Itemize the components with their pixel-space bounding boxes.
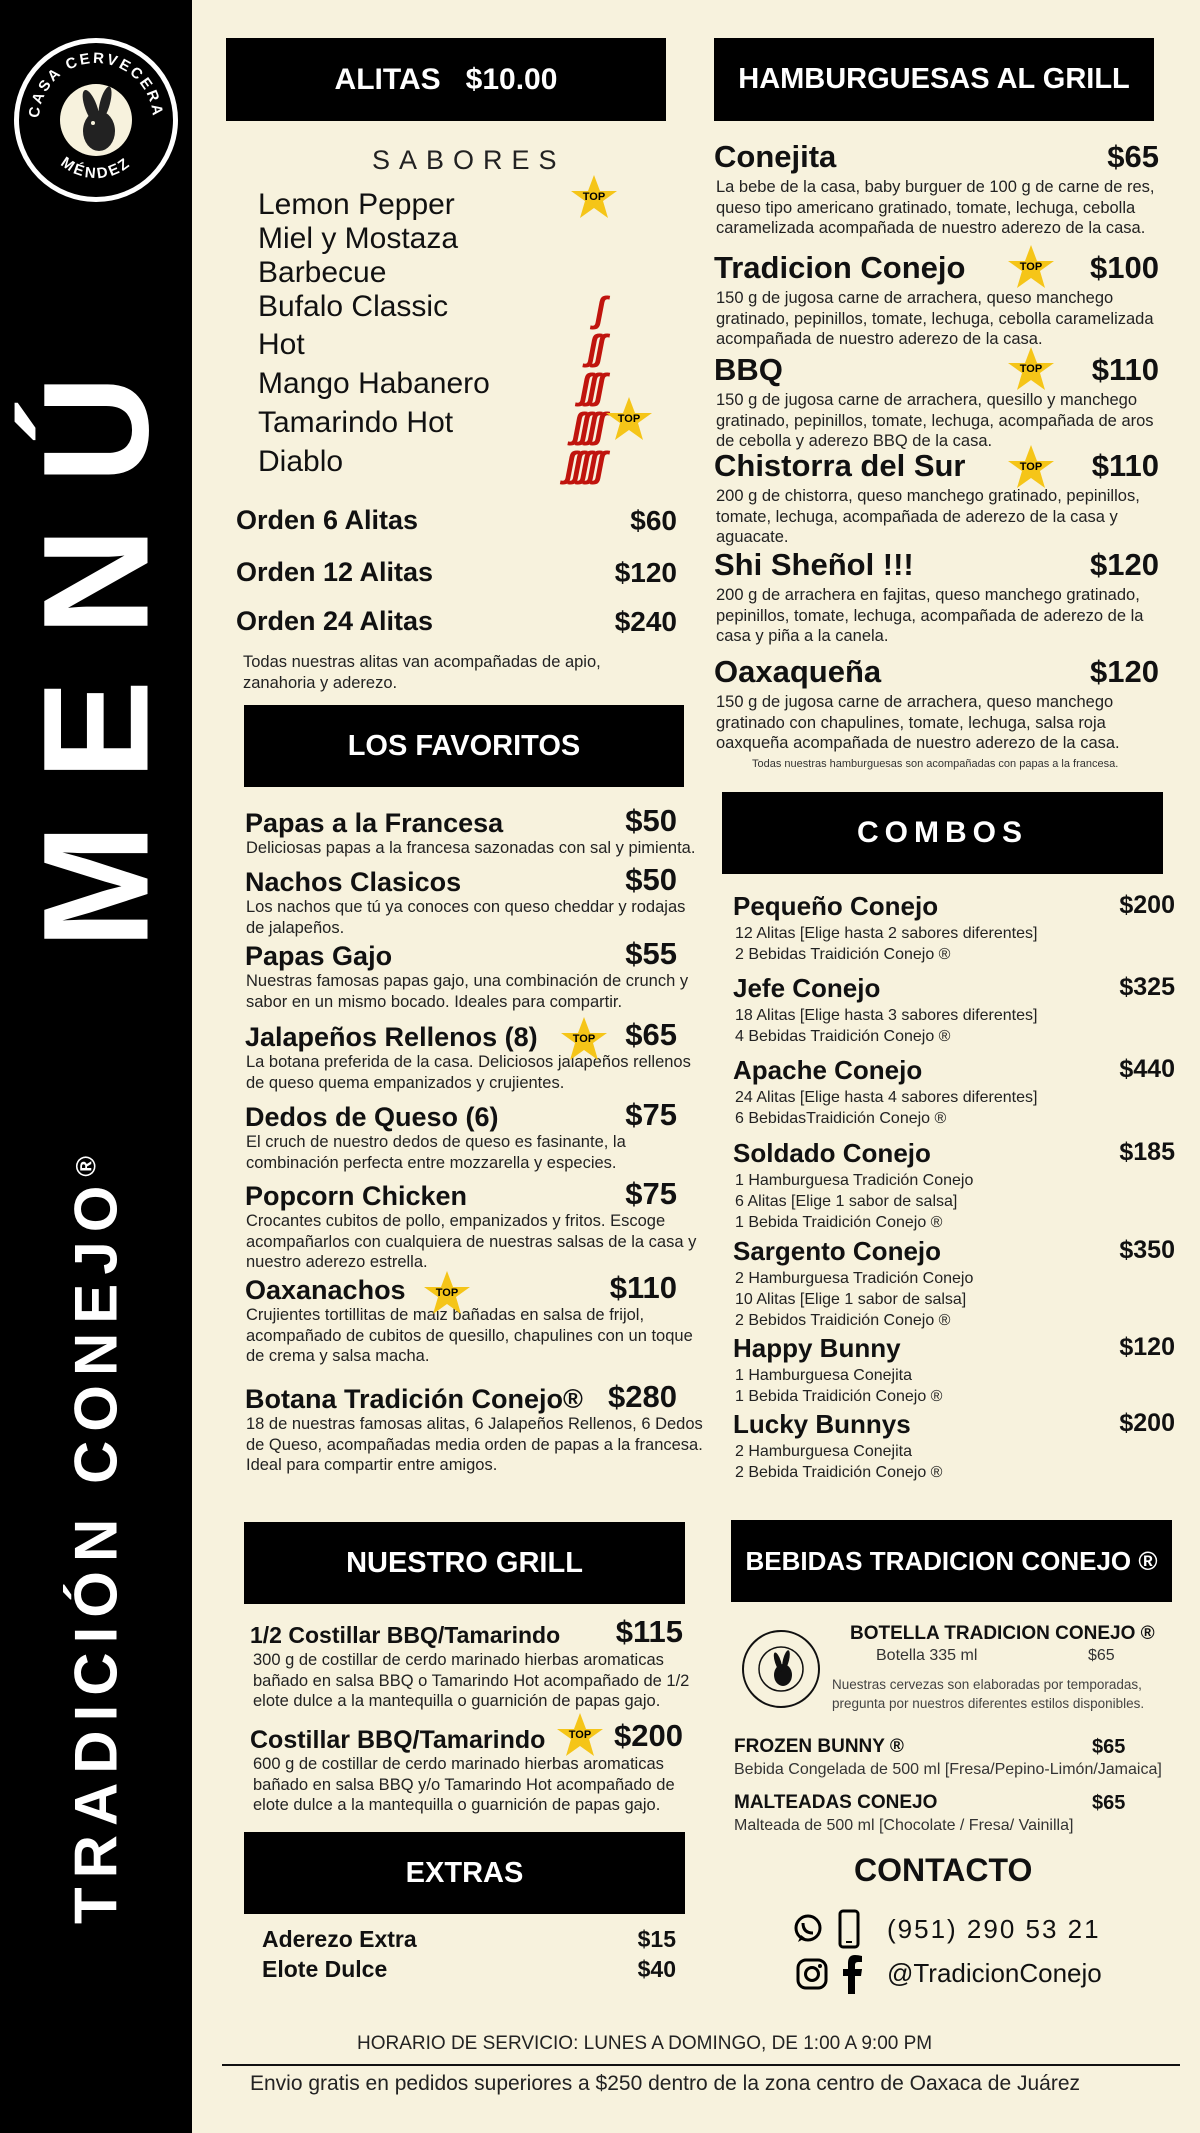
combo-name: Jefe Conejo <box>733 973 881 1003</box>
bebida-desc: Bebida Congelada de 500 ml [Fresa/Pepino-Limón/Jamaica] <box>734 1761 1162 1778</box>
combo-name: Lucky Bunnys <box>733 1409 911 1439</box>
top-star-badge <box>605 396 653 442</box>
combo-line: 2 Hamburguesa Conejita <box>735 1443 912 1460</box>
combo-price: $120 <box>1119 1333 1175 1361</box>
hamburguesas-header: HAMBURGUESAS AL GRILL <box>714 38 1154 121</box>
favorito-desc: La botana preferida de la casa. Deliciosos jalapeños rellenos de queso quema empanizados y crujientes. <box>246 1053 691 1092</box>
alitas-order-price: $60 <box>630 505 677 536</box>
burger-price: $110 <box>1091 448 1159 483</box>
favorito-price: $50 <box>625 862 677 897</box>
burger-name: Chistorra del Sur <box>714 448 966 483</box>
favorito-price: $50 <box>625 803 677 838</box>
burger-name: Tradicion Conejo <box>714 250 966 285</box>
combo-price: $185 <box>1119 1138 1175 1166</box>
combo-name: Apache Conejo <box>733 1055 923 1085</box>
combo-line: 18 Alitas [Elige hasta 3 sabores diferentes] <box>735 1007 1038 1024</box>
flavor-item: Lemon Pepper <box>258 188 455 221</box>
burger-price: $100 <box>1090 250 1159 285</box>
favorito-price: $55 <box>625 936 677 971</box>
brewery-logo <box>14 38 178 202</box>
combo-price: $350 <box>1119 1236 1175 1264</box>
top-badge-label: TOP <box>1019 363 1043 375</box>
contact-phone[interactable]: (951) 290 53 21 <box>887 1914 1101 1944</box>
facebook-icon <box>842 1954 864 1994</box>
chili-pepper-icons: ʃʃʃʃ <box>572 405 602 446</box>
top-star-badge <box>1007 346 1055 392</box>
favorito-name: Papas a la Francesa <box>245 808 504 838</box>
grill-item-name: Costillar BBQ/Tamarindo <box>250 1726 546 1754</box>
logo-text-bottom: MÉNDEZ <box>57 153 135 183</box>
favorito-name: Popcorn Chicken <box>245 1181 468 1211</box>
bebida-desc: Malteada de 500 ml [Chocolate / Fresa/ Vainilla] <box>734 1817 1074 1834</box>
bebida-price: $65 <box>1092 1736 1126 1758</box>
combo-line: 24 Alitas [Elige hasta 4 sabores diferentes] <box>735 1089 1038 1106</box>
combo-line: 1 Hamburguesa Tradición Conejo <box>735 1172 974 1189</box>
flavor-item: Mango Habanero <box>258 367 490 400</box>
whatsapp-icon <box>792 1913 824 1945</box>
svg-text:MÉNDEZ <box>58 154 135 183</box>
combo-line: 6 BebidasTraidición Conejo ® <box>735 1110 947 1127</box>
burger-price: $120 <box>1090 654 1159 689</box>
alitas-order-name: Orden 6 Alitas <box>236 505 419 535</box>
favorito-price: $65 <box>625 1017 677 1052</box>
favorito-price: $75 <box>625 1176 677 1211</box>
grill-item-desc: 300 g de costillar de cerdo marinado hierbas aromaticas bañado en salsa BBQ o Tamarindo Hot acompañado de 1/2 elote dulce a la mantequilla o guarnición de papas gajo. <box>253 1651 690 1710</box>
contact-social[interactable]: @TradicionConejo <box>887 1958 1102 1988</box>
grill-item-price: $115 <box>615 1614 683 1649</box>
grill-item-price: $200 <box>614 1718 683 1753</box>
combo-line: 4 Bebidas Traidición Conejo ® <box>735 1028 951 1045</box>
top-badge-label: TOP <box>435 1287 459 1299</box>
chili-pepper-icons: ʃ <box>594 289 602 330</box>
combo-line: 1 Hamburguesa Conejita <box>735 1367 912 1384</box>
alitas-header: ALITAS $10.00 <box>226 38 666 121</box>
combos-header: COMBOS <box>722 792 1163 874</box>
botella-size: Botella 335 ml <box>876 1647 978 1664</box>
top-badge-label: TOP <box>617 413 641 425</box>
top-star-badge <box>1007 444 1055 490</box>
combo-line: 1 Bebida Traidición Conejo ® <box>735 1388 943 1405</box>
burger-price: $110 <box>1091 352 1159 387</box>
favorito-name: Botana Tradición Conejo® <box>245 1384 583 1414</box>
combo-line: 1 Bebida Traidición Conejo ® <box>735 1214 943 1231</box>
extra-name: Elote Dulce <box>262 1956 388 1982</box>
extra-name: Aderezo Extra <box>262 1926 417 1952</box>
botella-price: $65 <box>1088 1647 1115 1664</box>
favorito-desc: Deliciosas papas a la francesa sazonadas con sal y pimienta. <box>246 839 696 857</box>
vertical-menu-title: MENÚ <box>11 331 180 949</box>
burger-desc: 200 g de chistorra, queso manchego gratinado, pepinillos, tomate, lechuga, acompañada de aderezo de la casa y aguacate. <box>716 487 1140 546</box>
favorito-name: Nachos Clasicos <box>245 867 462 897</box>
top-badge-label: TOP <box>572 1033 596 1045</box>
alitas-order-name: Orden 24 Alitas <box>236 606 434 636</box>
grill-item-name: 1/2 Costillar BBQ/Tamarindo <box>250 1622 561 1648</box>
top-badge-label: TOP <box>1019 261 1043 273</box>
top-star-badge <box>1007 244 1055 290</box>
alitas-note: Todas nuestras alitas van acompañadas de apio, zanahoria y aderezo. <box>243 653 601 692</box>
flavor-item: Bufalo Classic <box>258 290 449 323</box>
sabores-label: SABORES <box>372 145 566 175</box>
flavor-item: Tamarindo Hot <box>258 406 454 439</box>
extras-header: EXTRAS <box>244 1832 685 1914</box>
logo-text-top: CASA CERVECERA <box>25 49 167 119</box>
flavor-item: Barbecue <box>258 256 387 289</box>
top-star-badge <box>556 1712 604 1758</box>
bebida-name: FROZEN BUNNY ® <box>734 1736 904 1757</box>
grill-item-desc: 600 g de costillar de cerdo marinado hierbas aromaticas bañado en salsa BBQ y/o Tamarindo Hot acompañado de elote dulce a la mantequilla o guarnición de papas gajo. <box>253 1755 675 1814</box>
burger-name: Conejita <box>714 139 837 174</box>
favorito-price: $280 <box>608 1379 677 1414</box>
burger-desc: 150 g de jugosa carne de arrachera, queso manchego gratinado, pepinillos, tomate, lechuga, cebolla caramelizada acompañada de nuestro aderezo de la casa. <box>716 289 1154 348</box>
top-badge-label: TOP <box>582 191 606 203</box>
extra-price: $40 <box>637 1956 676 1982</box>
top-badge-label: TOP <box>1019 461 1043 473</box>
flavor-item: Diablo <box>258 445 344 478</box>
brewery-stamp-logo <box>740 1628 822 1710</box>
alitas-order-price: $240 <box>614 606 677 637</box>
burger-desc: 200 g de arrachera en fajitas, queso manchego gratinado, pepinillos, tomate, lechuga, acompañada de aderezo de la casa y piña a la canela. <box>716 586 1144 645</box>
instagram-icon <box>796 1958 828 1990</box>
favorito-desc: 18 de nuestras famosas alitas, 6 Jalapeños Rellenos, 6 Dedos de Queso, acompañadas media orden de papas a la francesa. Ideal para compartir entre amigos. <box>246 1415 703 1474</box>
extra-price: $15 <box>637 1926 676 1952</box>
burger-price: $65 <box>1107 139 1159 174</box>
chili-pepper-icons: ʃʃʃ <box>579 366 602 407</box>
favorito-desc: Los nachos que tú ya conoces con queso cheddar y rodajas de jalapeños. <box>246 898 686 937</box>
chili-pepper-icons: ʃʃʃʃʃ <box>564 444 602 485</box>
top-star-badge <box>560 1016 608 1062</box>
combo-price: $325 <box>1119 973 1175 1001</box>
combo-price: $200 <box>1119 1409 1175 1437</box>
favorito-name: Papas Gajo <box>245 941 393 971</box>
combo-line: 2 Hamburguesa Tradición Conejo <box>735 1270 974 1287</box>
envio-note: Envio gratis en pedidos superiores a $250 dentro de la zona centro de Oaxaca de Juárez <box>250 2072 1081 2095</box>
combo-name: Sargento Conejo <box>733 1236 942 1266</box>
combo-line: 6 Alitas [Elige 1 sabor de salsa] <box>735 1193 958 1210</box>
combo-line: 10 Alitas [Elige 1 sabor de salsa] <box>735 1291 967 1308</box>
hamburguesas-note: Todas nuestras hamburguesas son acompañadas con papas a la francesa. <box>752 758 1119 770</box>
flavor-item: Miel y Mostaza <box>258 222 459 255</box>
flavor-item: Hot <box>258 328 305 361</box>
burger-desc: 150 g de jugosa carne de arrachera, queso manchego gratinado con chapulines, tomate, lechuga, salsa roja oaxqueña acompañada de nuestro aderezo de la casa. <box>716 693 1120 752</box>
combo-line: 2 Bebidos Traidición Conejo ® <box>735 1312 951 1329</box>
burger-desc: La bebe de la casa, baby burguer de 100 g de carne de res, queso tipo americano gratinado, tomate, lechuga, cebolla caramelizada acompañada de nuestro aderezo de la casa. <box>716 178 1155 237</box>
alitas-order-name: Orden 12 Alitas <box>236 557 434 587</box>
favorito-name: Jalapeños Rellenos (8) <box>245 1022 538 1052</box>
favorito-desc: Crujientes tortillitas de maiz bañadas en salsa de frijol, acompañado de cubitos de quesillo, chapulines con un toque de crema y salsa macha. <box>246 1306 693 1365</box>
chili-pepper-icons: ʃʃ <box>587 327 602 368</box>
horario: HORARIO DE SERVICIO: LUNES A DOMINGO, DE 1:00 A 9:00 PM <box>357 2033 933 2054</box>
sidebar <box>0 0 192 2133</box>
top-star-badge <box>570 174 618 220</box>
burger-name: Shi Sheñol !!! <box>714 547 914 582</box>
favorito-price: $110 <box>609 1270 677 1305</box>
favorito-desc: Crocantes cubitos de pollo, empanizados y fritos. Escoge acompañarlos con cualquiera de nuestras salsas de la casa y nuestro aderezo estrella. <box>246 1212 697 1271</box>
burger-desc: 150 g de jugosa carne de arrachera, quesillo y manchego gratinado, pepinillos, tomate, lechuga, acompañada de aros de cebolla y aderezo BBQ de la casa. <box>716 391 1154 450</box>
footer-divider <box>222 2064 1180 2066</box>
burger-price: $120 <box>1090 547 1159 582</box>
favorito-desc: Nuestras famosas papas gajo, una combinación de crunch y sabor en un mismo bocado. Ideales para compartir. <box>246 972 689 1011</box>
alitas-order-price: $120 <box>614 557 677 588</box>
favorito-name: Oaxanachos <box>245 1275 406 1305</box>
combo-line: 2 Bebidas Traidición Conejo ® <box>735 946 951 963</box>
combo-price: $440 <box>1119 1055 1175 1083</box>
top-badge-label: TOP <box>568 1729 592 1741</box>
top-star-badge <box>423 1270 471 1316</box>
combo-name: Happy Bunny <box>733 1333 901 1363</box>
vertical-brand-title: TRADICIÓN CONEJO® <box>62 1155 130 1925</box>
phone-icon <box>838 1909 860 1949</box>
combo-line: 12 Alitas [Elige hasta 2 sabores diferentes] <box>735 925 1038 942</box>
bebida-price: $65 <box>1092 1792 1126 1814</box>
combo-line: 2 Bebida Traidición Conejo ® <box>735 1464 943 1481</box>
bebida-name: MALTEADAS CONEJO <box>734 1792 938 1813</box>
botella-name: BOTELLA TRADICION CONEJO ® <box>850 1623 1155 1644</box>
favorito-name: Dedos de Queso (6) <box>245 1102 499 1132</box>
favorito-desc: El cruch de nuestro dedos de queso es fasinante, la combinación perfecta entre mozzarella y especies. <box>246 1133 626 1172</box>
favoritos-header: LOS FAVORITOS <box>244 705 684 787</box>
combo-name: Pequeño Conejo <box>733 891 939 921</box>
combo-price: $200 <box>1119 891 1175 919</box>
contacto-header: CONTACTO <box>854 1852 1033 1888</box>
combo-name: Soldado Conejo <box>733 1138 931 1168</box>
favorito-price: $75 <box>625 1097 677 1132</box>
burger-name: BBQ <box>714 352 783 387</box>
grill-header: NUESTRO GRILL <box>244 1522 685 1604</box>
burger-name: Oaxaqueña <box>714 654 882 689</box>
bebidas-header: BEBIDAS TRADICION CONEJO ® <box>731 1520 1172 1602</box>
botella-note: Nuestras cervezas son elaboradas por temporadas, pregunta por nuestros diferentes estilos disponibles. <box>832 1677 1145 1711</box>
